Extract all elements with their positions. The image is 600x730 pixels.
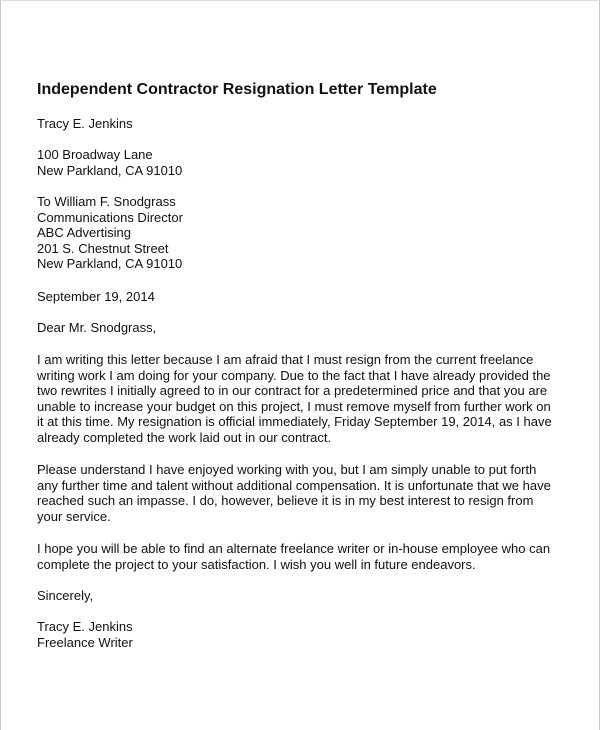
closing-text: Sincerely,: [37, 588, 94, 603]
paragraph-line: your service.: [37, 508, 111, 524]
paragraph-line: complete the project to your satisfaction. I wish you well in future endeavors.: [37, 556, 476, 572]
paragraph-line: Please understand I have enjoyed working with you, but I am simply unable to put forth: [37, 462, 537, 477]
paragraph-3: [37, 541, 567, 572]
paragraph-line: writing work I am doing for your company. Due to the fact that I have already provided the: [37, 367, 551, 383]
signature-name: Tracy E. Jenkins: [37, 619, 133, 634]
closing: [37, 588, 567, 604]
signature-role: Freelance Writer: [37, 634, 133, 650]
recipient-line-2: Communications Director: [37, 209, 183, 225]
paragraph-line: unable to increase your budget on this project, I must remove myself from further work on: [37, 398, 551, 414]
date-text: September 19, 2014: [37, 289, 155, 304]
paragraph-line: already completed the work laid out in our contract.: [37, 429, 332, 445]
recipient-line-1: To William F. Snodgrass: [37, 194, 176, 209]
signature-block: [37, 619, 567, 650]
sender-name-block: [37, 116, 567, 132]
paragraph-2: [37, 462, 567, 524]
salutation: [37, 320, 567, 336]
sender-address: [37, 147, 567, 178]
letter-date: [37, 289, 567, 305]
document-title: Independent Contractor Resignation Letter Template: [37, 81, 437, 98]
paragraph-line: any further time and talent without additional compensation. It is unfortunate that we have: [37, 477, 551, 493]
recipient-line-5: New Parkland, CA 91010: [37, 256, 183, 272]
paragraph-line: I hope you will be able to find an alternate freelance writer or in-house employee who can: [37, 541, 551, 556]
sender-address-line-2: New Parkland, CA 91010: [37, 162, 183, 178]
paragraph-line: two rewrites I initially agreed to in our contract for a predetermined price and that you are: [37, 383, 548, 399]
recipient-line-3: ABC Advertising: [37, 225, 131, 241]
paragraph-1: [37, 352, 567, 446]
paragraph-line: it at this time. My resignation is official immediately, Friday September 19, 2014, as I have: [37, 414, 552, 430]
sender-name: Tracy E. Jenkins: [37, 116, 133, 131]
recipient-address: [37, 194, 567, 272]
paragraph-line: reached such an impasse. I do, however, believe it is in my best interest to resign from: [37, 493, 534, 509]
paragraph-line: I am writing this letter because I am afraid that I must resign from the current freelance: [37, 352, 534, 367]
sender-address-line-1: 100 Broadway Lane: [37, 147, 153, 162]
recipient-line-4: 201 S. Chestnut Street: [37, 240, 169, 256]
salutation-text: Dear Mr. Snodgrass,: [37, 320, 157, 335]
